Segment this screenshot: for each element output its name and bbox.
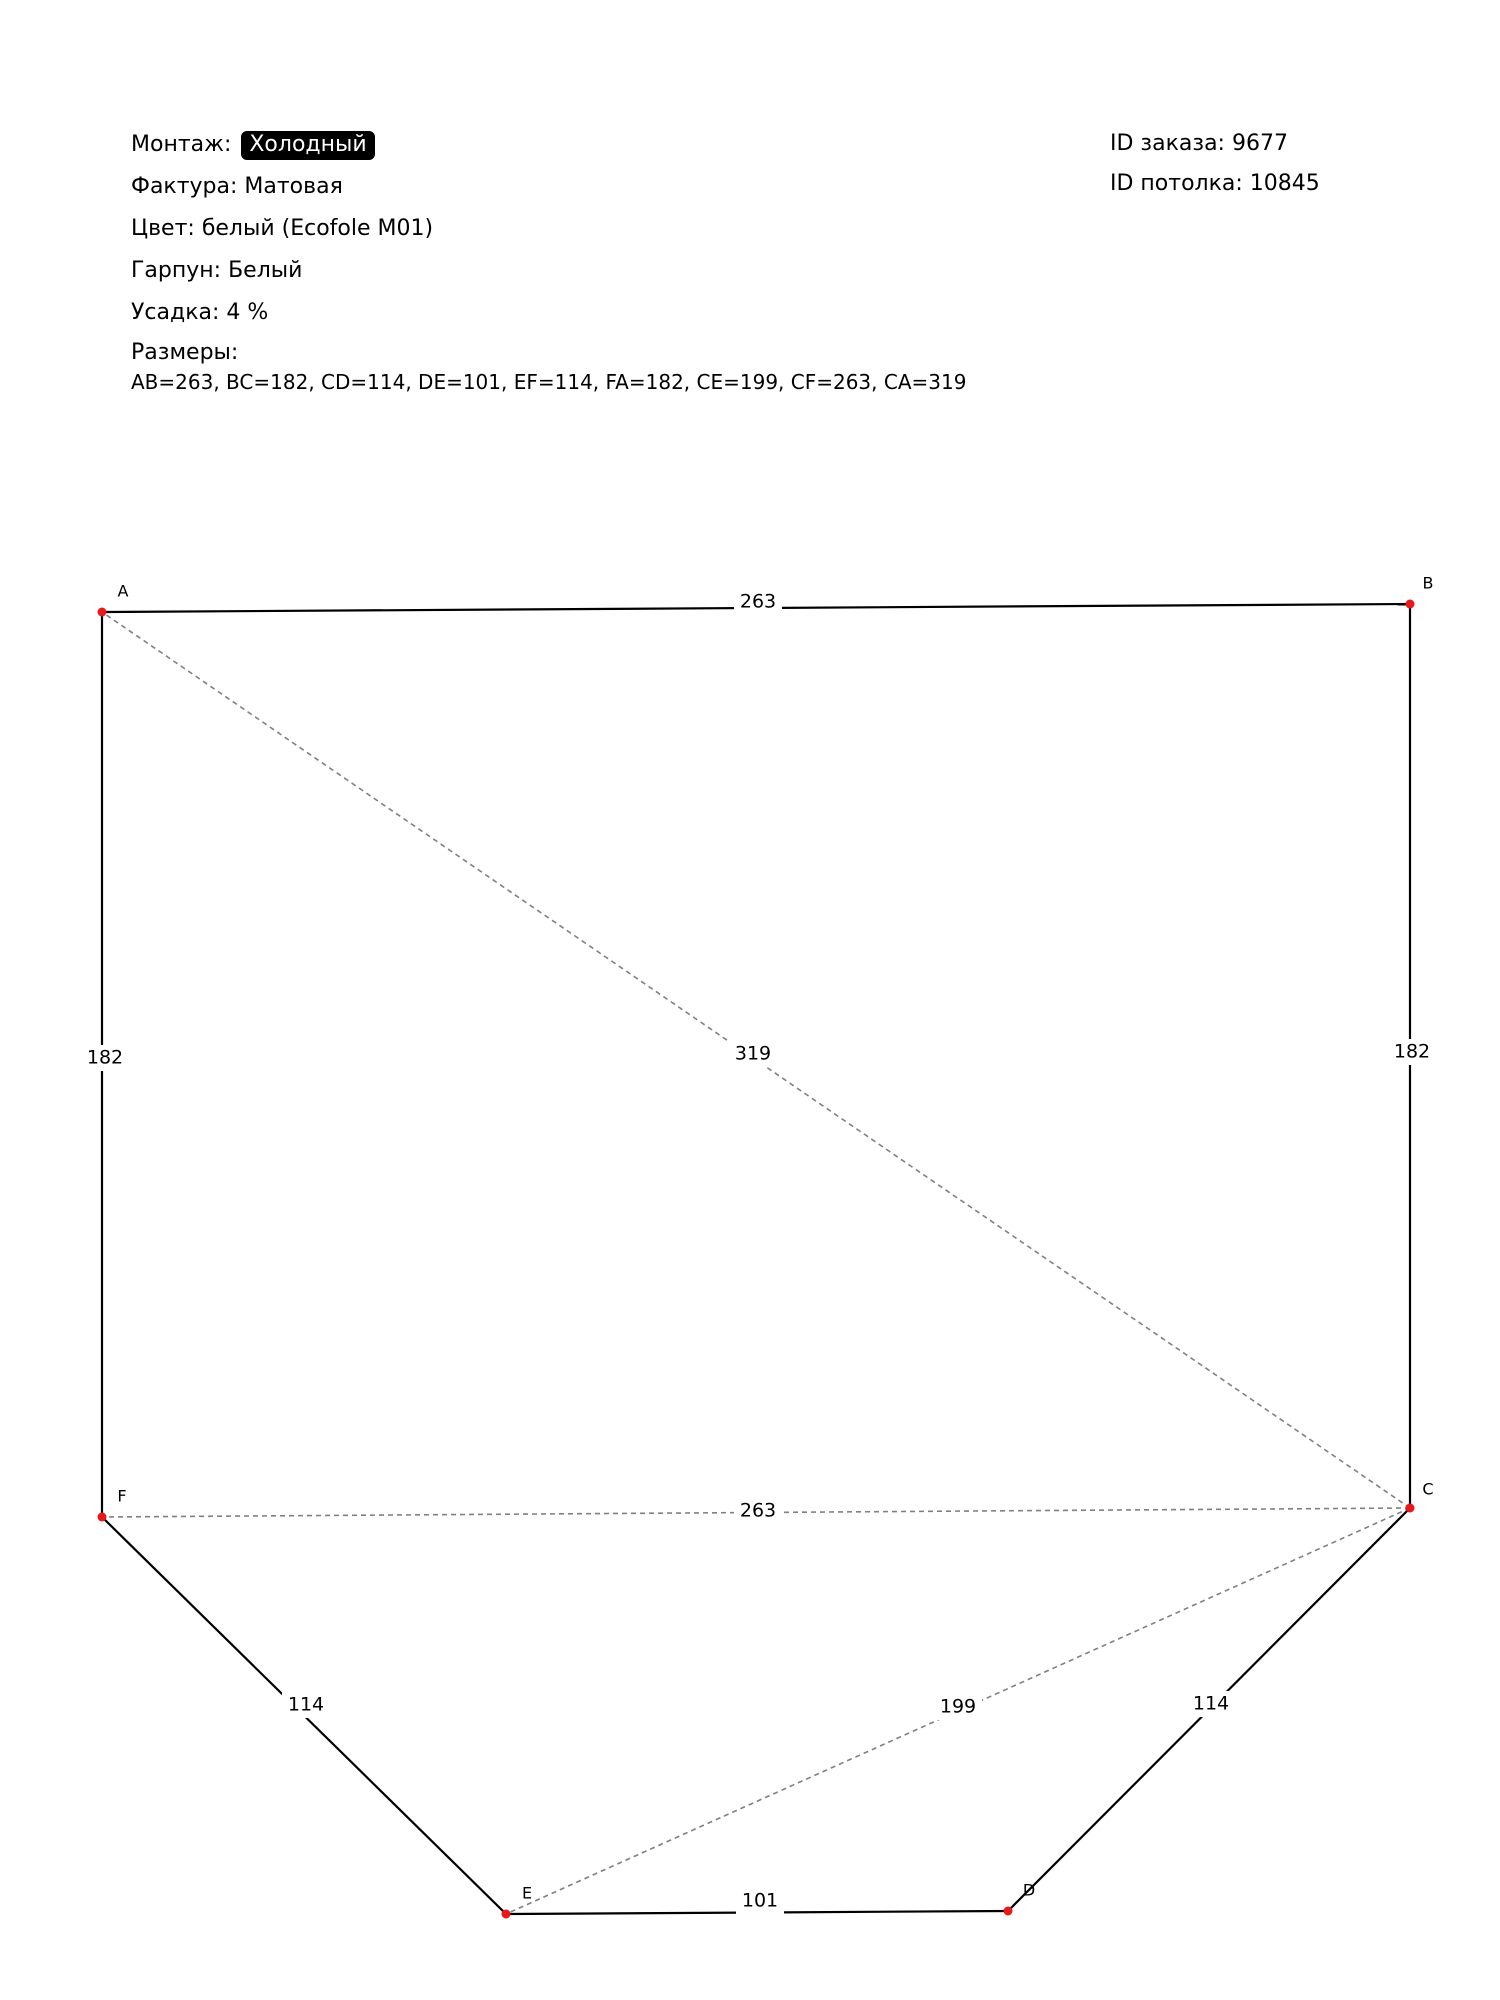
texture-value: Матовая (244, 174, 343, 199)
vertex-label-d: D (1022, 1880, 1036, 1900)
order-id-label: ID заказа: (1110, 131, 1225, 156)
edge-label-ab: 263 (739, 590, 777, 613)
vertex-label-a: A (117, 581, 129, 601)
vertex-b (1406, 600, 1415, 609)
edge-label-ce: 199 (939, 1695, 977, 1718)
vertex-label-e: E (521, 1883, 533, 1903)
shrink-value: 4 % (226, 300, 269, 325)
edge-label-de: 101 (741, 1889, 779, 1912)
order-id-value: 9677 (1231, 131, 1288, 156)
edge-label-cd: 114 (1192, 1692, 1230, 1715)
vertex-label-c: C (1422, 1479, 1434, 1499)
ceiling-id-value: 10845 (1249, 171, 1320, 196)
harpoon-value: Белый (228, 258, 303, 283)
edge-label-bc: 182 (1393, 1040, 1431, 1063)
vertex-label-f: F (117, 1486, 127, 1506)
ceiling-id-label: ID потолка: (1110, 171, 1243, 196)
vertex-f (98, 1513, 107, 1522)
harpoon-label: Гарпун: (131, 258, 222, 283)
sizes-label: Размеры: (131, 340, 239, 365)
vertex-a (98, 608, 107, 617)
color-value: белый (Ecofole M01) (201, 216, 434, 241)
mount-label: Монтаж: (131, 132, 232, 157)
mount-badge: Холодный (241, 131, 374, 160)
texture-label: Фактура: (131, 174, 238, 199)
edge-label-cf: 263 (739, 1499, 777, 1522)
vertex-e (502, 1910, 511, 1919)
edge-label-ef: 114 (287, 1693, 325, 1716)
vertex-label-b: B (1422, 573, 1434, 593)
edge-label-ca: 319 (734, 1042, 772, 1065)
vertex-d (1004, 1907, 1013, 1916)
sizes-value: AB=263, BC=182, CD=114, DE=101, EF=114, FA=182, CE=199, CF=263, CA=319 (131, 370, 967, 394)
color-label: Цвет: (131, 216, 195, 241)
edge-label-fa: 182 (86, 1046, 124, 1069)
vertex-c (1406, 1504, 1415, 1513)
shrink-label: Усадка: (131, 300, 220, 325)
